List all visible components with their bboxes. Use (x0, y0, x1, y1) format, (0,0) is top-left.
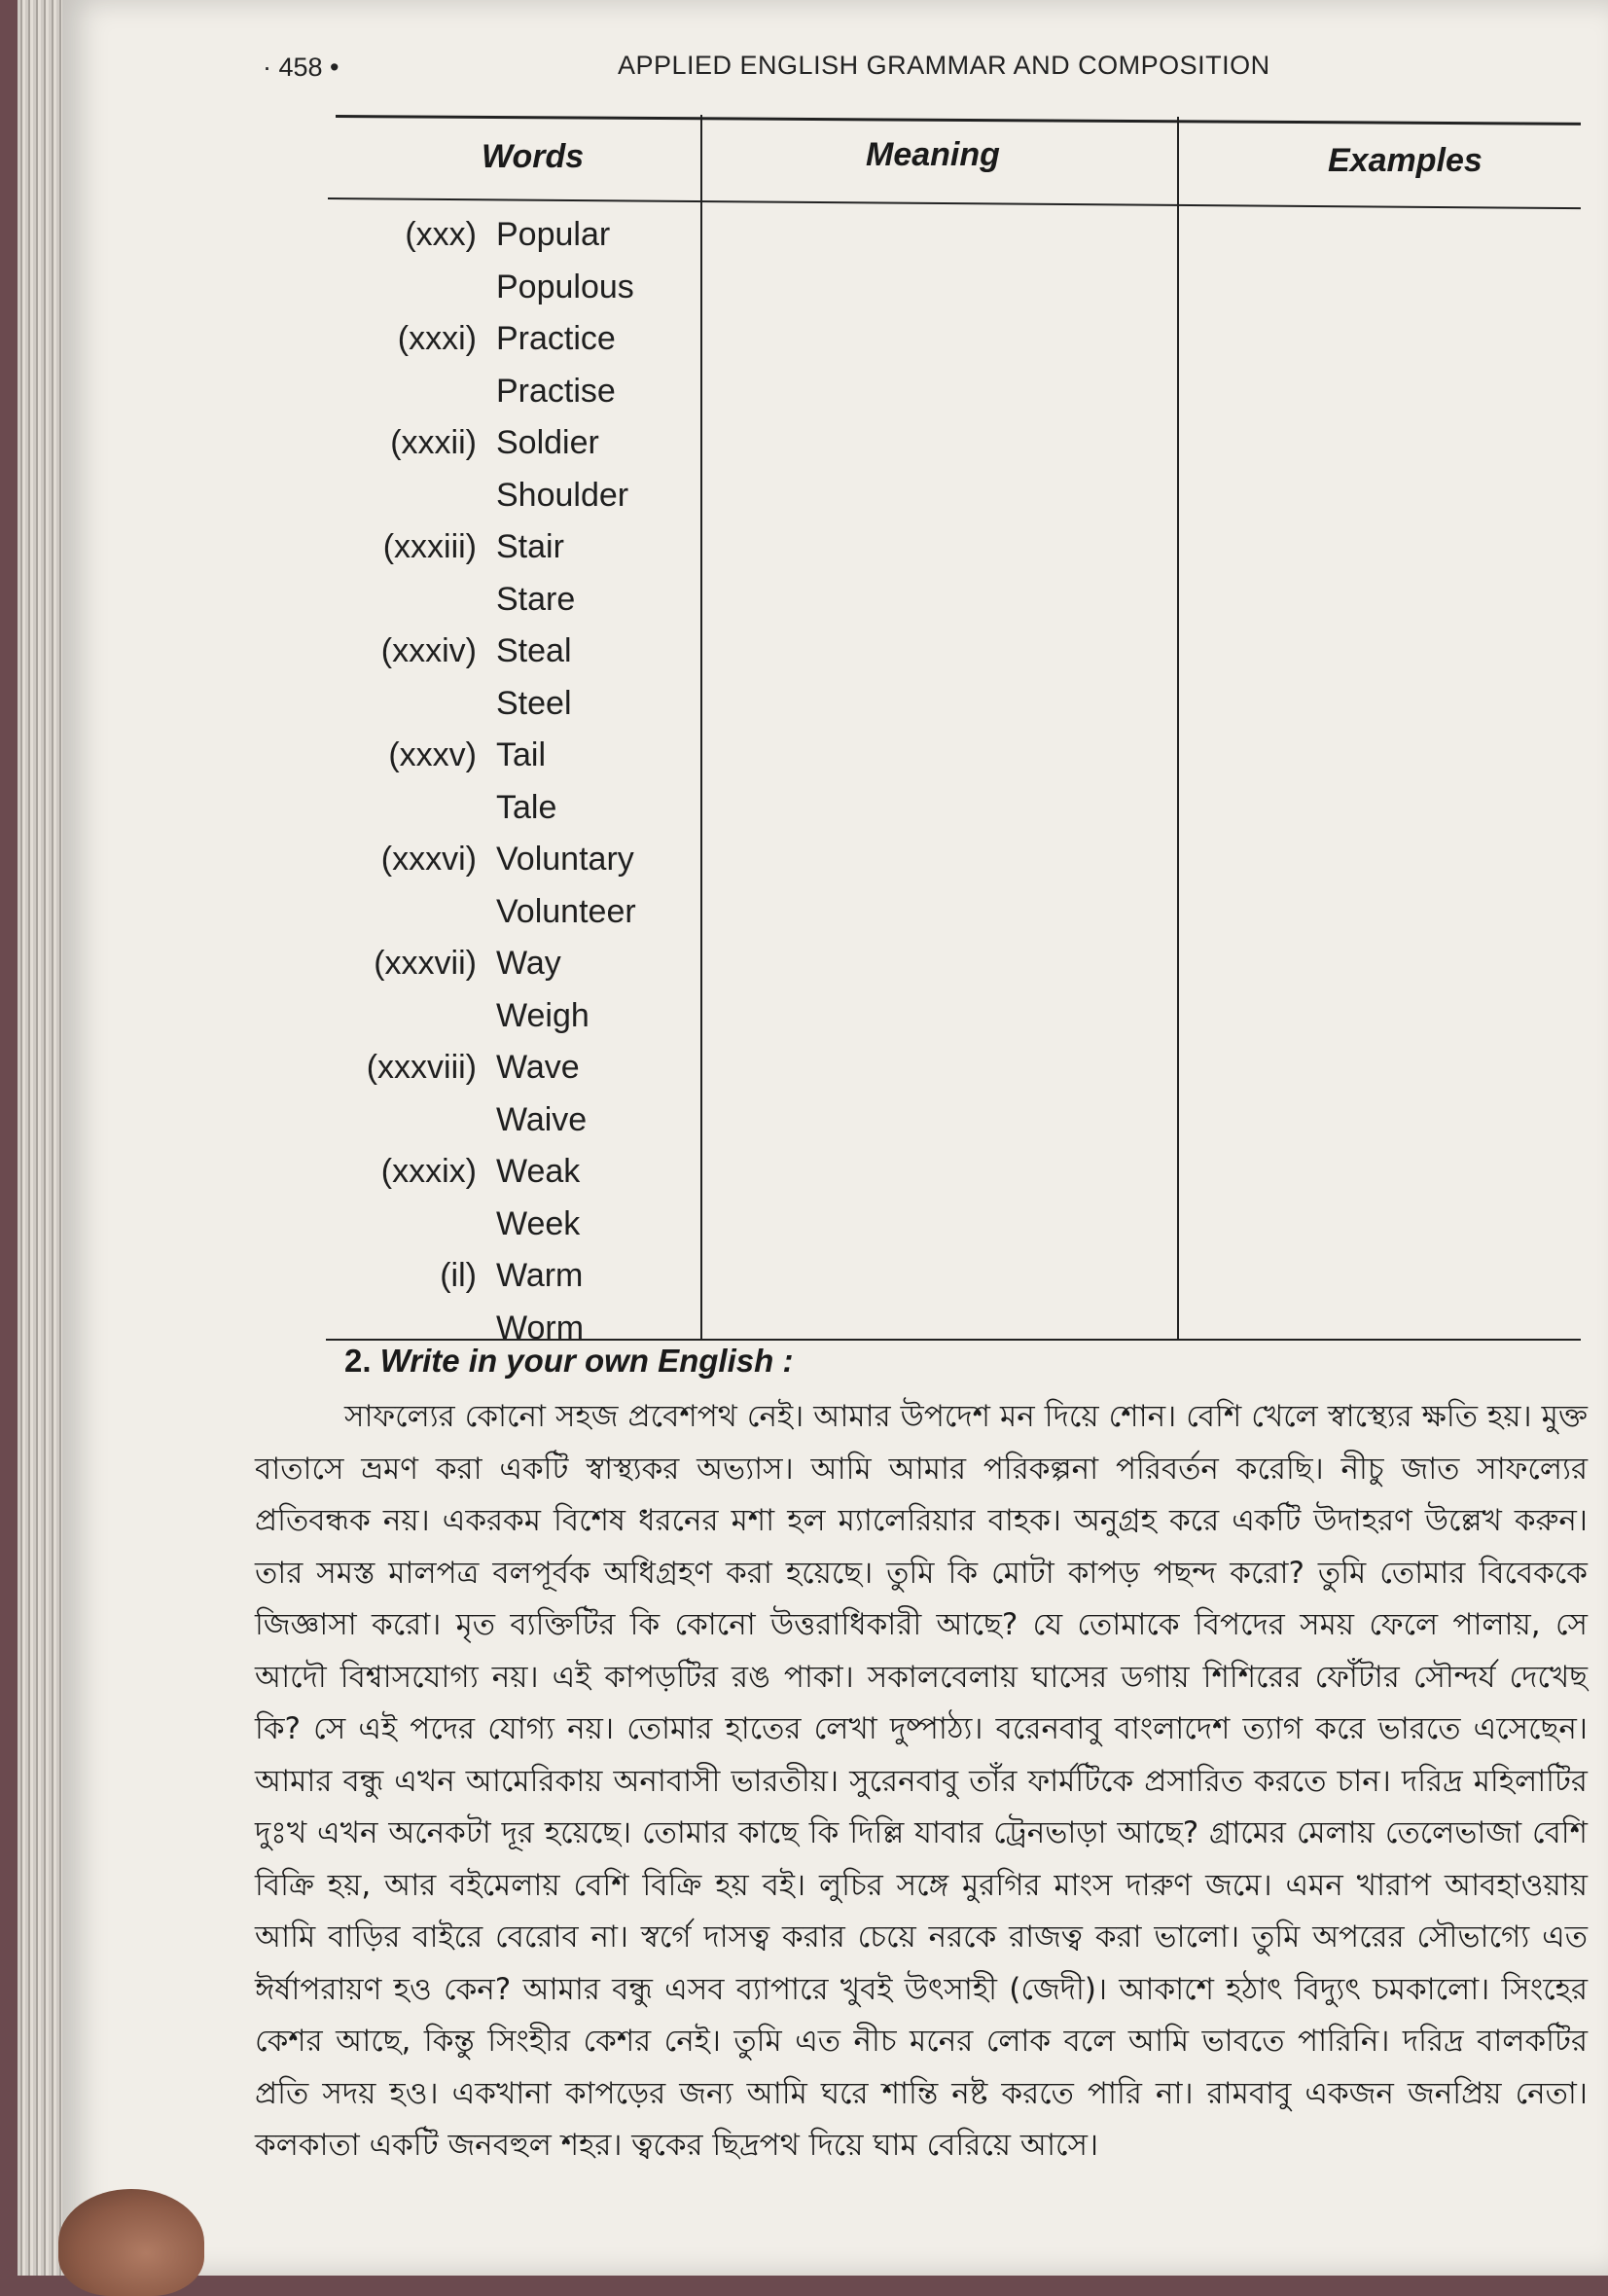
word-entry: Voluntary (496, 841, 634, 878)
exercise-title (344, 1343, 1588, 1380)
word-entry: Worm (496, 1309, 585, 1346)
word-number: (xxxvii) (374, 945, 477, 982)
holder-thumb (58, 2189, 204, 2296)
word-entry: Week (496, 1204, 581, 1242)
word-number: (xxxiv) (380, 632, 477, 669)
table-top-rule (336, 115, 1581, 126)
word-number: (xxxv) (388, 736, 477, 773)
word-number: (il) (440, 1257, 477, 1294)
word-entry: Popular (496, 216, 611, 253)
word-entry: Practise (496, 372, 616, 410)
word-entry: Stair (496, 528, 564, 565)
table-row (336, 1251, 686, 1304)
table-row (336, 522, 686, 575)
word-entry: Soldier (496, 424, 599, 461)
word-entry: Steal (496, 632, 572, 669)
table-row (336, 887, 686, 940)
word-entry: Weak (496, 1153, 581, 1190)
table-row (336, 575, 686, 628)
table-row (336, 939, 686, 991)
table-row (336, 210, 686, 263)
word-number: (xxxiii) (382, 528, 477, 565)
word-number: (xxx) (405, 216, 477, 253)
word-number: (xxxii) (390, 424, 477, 461)
table-row (336, 1200, 686, 1252)
exercise-paragraph: সাফল্যের কোনো সহজ প্রবেশপথ নেই। আমার উপদেশ মন দিয়ে শোন। বেশি খেলে স্বাস্থ্যের ক্ষতি হয়। মুক্ত বাতাসে ভ্রমণ করা একটি স্বাস্থ্যকর অভ্যাস। আমি আমার পরিকল্পনা পরিবর্তন করেছি। নীচু জাত সাফল্যের প্রতিবন্ধক নয়। একরকম বিশেষ ধরনের মশা হল ম্যালেরিয়ার বাহক। অনুগ্রহ করে একটি উদাহরণ উল্লেখ করুন। তার সমস্ত মালপত্র বলপূর্বক অধিগ্রহণ করা হয়েছে। তুমি কি মোটা কাপড় পছন্দ করো? তুমি তোমার বিবেককে জিজ্ঞাসা করো। মৃত ব্যক্তিটির কি কোনো উত্তরাধিকারী আছে? যে তোমাকে বিপদের সময় ফেলে পালায়, সে আদৌ বিশ্বাসযোগ্য নয়। এই কাপড়টির রঙ পাকা। সকালবেলায় ঘাসের ডগায় শিশিরের ফোঁটার সৌন্দর্য দেখেছ কি? সে এই পদের যোগ্য নয়। তোমার হাতের লেখা দুষ্পাঠ্য। বরেনবাবু বাংলাদেশ ত্যাগ করে ভারতে এসেছেন। আমার বন্ধু এখন আমেরিকায় অনাবাসী ভারতীয়। সুরেনবাবু তাঁর ফার্মটিকে প্রসারিত করতে চান। দরিদ্র মহিলাটির দুঃখ এখন অনেকটা দূর হয়েছে। তোমার কাছে কি দিল্লি যাবার ট্রেনভাড়া আছে? গ্রামের মেলায় তেলেভাজা বেশি বিক্রি হয়, আর বইমেলায় বেশি বিক্রি হয় বই। লুচির সঙ্গে মুরগির মাংস দারুণ জমে। এমন খারাপ আবহাওয়ায় আমি বাড়ির বাইরে বেরোব না। স্বর্গে দাসত্ব করার চেয়ে নরকে রাজত্ব করা ভালো। তুমি অপরের সৌভাগ্যে এত ঈর্ষাপরায়ণ হও কেন? আমার বন্ধু এসব ব্যাপারে খুবই উৎসাহী (জেদী)। আকাশে হঠাৎ বিদ্যুৎ চমকালো। সিংহের কেশর আছে, কিন্তু সিংহীর কেশর নেই। তুমি এত নীচ মনের লোক বলে আমি ভাবতে পারিনি। দরিদ্র বালকটির প্রতি সদয় হও। একখানা কাপড়ের জন্য আমি ঘরে শান্তি নষ্ট করতে পারি না। রামবাবু একজন জনপ্রিয় নেতা। কলকাতা একটি জনবহুল শহর। ত্বকের ছিদ্রপথ দিয়ে ঘাম বেরিয়ে আসে। (255, 1399, 1588, 2163)
table-row (336, 991, 686, 1044)
column-header-examples: Examples (1328, 142, 1483, 179)
word-entry: Way (496, 945, 561, 982)
exercise-number: 2. (344, 1343, 372, 1379)
word-entry: Wave (496, 1049, 580, 1086)
word-entry: Volunteer (496, 892, 636, 930)
word-list (336, 210, 686, 1355)
table-header-rule (328, 197, 1581, 209)
word-entry: Weigh (496, 996, 590, 1034)
table-row (336, 783, 686, 836)
word-entry: Tail (496, 736, 547, 773)
word-entry: Warm (496, 1257, 584, 1294)
word-entry: Practice (496, 320, 616, 357)
word-entry: Waive (496, 1100, 588, 1138)
table-row (336, 1043, 686, 1095)
column-divider-2 (1177, 117, 1179, 1339)
table-row (336, 367, 686, 419)
table-row (336, 627, 686, 679)
column-divider-1 (700, 115, 702, 1339)
exercise-title-text: Write in your own English : (379, 1343, 794, 1379)
book-page-edges (18, 0, 68, 2276)
word-number: (xxxix) (380, 1153, 477, 1190)
word-number: (xxxviii) (366, 1049, 477, 1086)
table-row (336, 471, 686, 523)
book-title: APPLIED ENGLISH GRAMMAR AND COMPOSITION (618, 51, 1270, 80)
word-entry: Tale (496, 788, 557, 826)
exercise-section (255, 1343, 1588, 2172)
vocabulary-table (336, 115, 1581, 1346)
word-entry: Populous (496, 268, 634, 305)
word-number: (xxxi) (397, 320, 477, 357)
table-row (336, 263, 686, 315)
column-header-meaning: Meaning (866, 136, 1000, 173)
table-row (336, 1147, 686, 1200)
table-row (336, 418, 686, 471)
page-number: · 458 • (263, 53, 339, 82)
table-row (336, 1095, 686, 1148)
table-row (336, 679, 686, 732)
column-header-words: Words (482, 138, 585, 175)
word-number: (xxxvi) (380, 841, 477, 878)
page-header (263, 47, 1411, 86)
word-entry: Steel (496, 684, 572, 722)
table-row (336, 835, 686, 887)
table-row (336, 731, 686, 783)
word-entry: Shoulder (496, 476, 629, 514)
table-row (336, 314, 686, 367)
word-entry: Stare (496, 580, 576, 618)
